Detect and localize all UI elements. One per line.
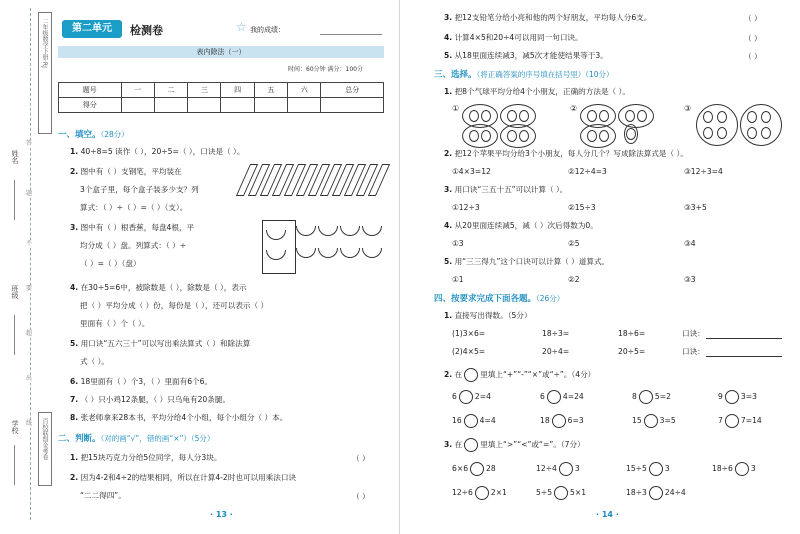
balloon-icon [507, 130, 517, 142]
choice-option[interactable]: ①12÷3 [452, 203, 480, 212]
question-text: 用口诀“五六三十”可以写出乘法算式（ ）和除法算 [80, 339, 251, 348]
question-text: 把12支铅笔分给小亮和他的两个好朋友，平均每人分6支。 [454, 13, 652, 22]
page-number: · 13 · [210, 510, 233, 519]
balloon-option-2[interactable] [570, 104, 577, 113]
balloon-group [462, 124, 498, 148]
question-4-line: 把（ ）平均分成（ ）份，每份是（ ），还可以表示（ ） [80, 301, 269, 310]
section-title-text: 一、填空。 [58, 130, 101, 140]
balloon-icon [626, 128, 636, 140]
section-title [434, 292, 564, 304]
question-1 [70, 146, 244, 157]
question-2-line: 3个盒子里，每个盒子装多少支？列 [80, 185, 199, 194]
balloon-option-1[interactable] [452, 104, 459, 113]
score-cell[interactable] [121, 98, 154, 113]
subtitle-banner: 表内除法（一） [58, 46, 384, 58]
choice-option[interactable]: ①1 [452, 275, 464, 284]
operand: 7 [740, 416, 746, 425]
question-text: 从20里面连续减5，减（ ）次后得数为0。 [454, 221, 598, 230]
cut-line [30, 8, 31, 520]
question-5-line: 式（ ）。 [80, 357, 109, 366]
balloon-icon [599, 110, 609, 122]
pencils-illustration [237, 164, 387, 200]
blank-circle[interactable] [470, 462, 484, 476]
judge-2-line: “二二得四”。 [80, 491, 126, 500]
section-title-text: 三、选择。 [434, 70, 477, 80]
class-label: 班级 [11, 285, 19, 299]
option-label: ② [570, 104, 578, 113]
school-label: 学校 [11, 420, 19, 434]
operand: 2 [474, 392, 480, 401]
mnemonic-label: 口诀： [682, 347, 705, 356]
choice-option[interactable]: ③3+5 [684, 203, 707, 212]
balloon-icon [519, 110, 529, 122]
publisher-text: 百校联盟金考卷 [41, 418, 48, 460]
balloon-icon [587, 110, 597, 122]
operator-item[interactable]: 16 4=4 [452, 414, 496, 428]
table-cell: 一 [121, 83, 154, 98]
question-6 [70, 376, 212, 387]
section-title [58, 432, 214, 444]
balloon-option-3[interactable] [684, 104, 691, 113]
question-number: 1. [70, 147, 79, 156]
question-text: 把12个苹果平均分给3个小朋友，每人分几个？写成除法算式是（ ）。 [454, 149, 688, 158]
operator-item[interactable]: 15 3=5 [632, 414, 676, 428]
operand: 8 [632, 392, 637, 401]
question-number: 6. [70, 377, 79, 386]
result: 5 [670, 416, 676, 425]
operand: 9 [718, 392, 723, 401]
right-expr: 5×1 [570, 488, 587, 497]
mnemonic-write-line[interactable] [706, 356, 782, 357]
question-text: 图中有（ ）根香蕉，每盘4根，平 [80, 223, 195, 232]
answer-paren[interactable]: （ ） [352, 454, 370, 463]
question-text: 直接写出得数。（5分） [454, 311, 532, 320]
section-title-text: 二、判断。 [58, 434, 101, 444]
blank-circle[interactable] [552, 414, 566, 428]
result: 24 [574, 392, 584, 401]
cut-char: 题 [26, 190, 33, 197]
balloon-group [500, 124, 536, 148]
grade-subject-text: 二年级数学下册·RJ [41, 18, 48, 68]
balloon-icon [481, 110, 491, 122]
answer-paren[interactable]: （ ） [744, 52, 762, 61]
left-expr: 12÷6 [452, 488, 473, 497]
balloon-icon [469, 130, 479, 142]
question-text: 把8个气球平均分给4个小朋友，正确的方法是（ ）。 [454, 87, 630, 96]
answer-paren[interactable]: （ ） [352, 492, 370, 501]
banana-icon [340, 226, 360, 236]
question-text: 把15块巧克力分给5位同学，每人分3块。 [80, 453, 222, 462]
right-expr: 3 [574, 464, 580, 473]
operand: 4 [479, 416, 485, 425]
time-info: 时间：60分钟 满分：100分 [288, 66, 363, 73]
score-cell[interactable] [254, 98, 287, 113]
section-note: （对的画“√”，错的画“×”）（5分） [100, 434, 215, 443]
question-number: 4. [70, 283, 79, 292]
class-write-line[interactable] [14, 315, 15, 355]
right-expr: 24÷4 [664, 488, 686, 497]
calc-item[interactable]: 20÷4= [542, 347, 570, 356]
question-text: 用“三三得九”这个口诀可以计算（ ）道算式。 [454, 257, 610, 266]
blank-circle[interactable] [547, 390, 561, 404]
judge-3 [444, 12, 651, 23]
question-number: 2. [70, 167, 79, 176]
operator-item[interactable]: 18 6=3 [540, 414, 584, 428]
calc-item[interactable]: 18÷3= [542, 329, 570, 338]
balloon-icon [637, 110, 647, 122]
choice-option[interactable]: ③4 [684, 239, 696, 248]
right-expr: 2×1 [490, 488, 507, 497]
operand: 7 [718, 416, 723, 425]
question-text: 用口诀“三五十五”可以计算（ ）。 [454, 185, 568, 194]
compare-item[interactable] [452, 486, 507, 500]
question-text: 图中有（ ）支钢笔，平均装在 [80, 167, 182, 176]
operand: 3 [659, 416, 665, 425]
score-table [58, 82, 384, 113]
question-number: 2. [444, 370, 453, 379]
question-number: 5. [70, 339, 79, 348]
left-expr: 18÷6 [712, 464, 733, 473]
right-expr: 28 [486, 464, 496, 473]
balloon-icon [469, 110, 479, 122]
question-text: 在30÷5=6中，被除数是（ ），除数是（ ），表示 [80, 283, 247, 292]
table-cell: 二 [154, 83, 187, 98]
choice-2 [444, 148, 688, 159]
operand: 15 [632, 416, 642, 425]
left-expr: 6×6 [452, 464, 469, 473]
blank-circle[interactable] [725, 414, 739, 428]
choice-option[interactable]: ③3 [684, 275, 696, 284]
result: 3 [578, 416, 584, 425]
banana-icon [318, 248, 338, 258]
choice-option[interactable]: ②5 [568, 239, 580, 248]
bananas-illustration [262, 220, 386, 272]
balloon-icon [761, 127, 771, 139]
table-row [59, 83, 384, 98]
balloon-icon [507, 110, 517, 122]
choice-option[interactable]: ②12÷4=3 [568, 167, 607, 176]
balloon-icon [481, 130, 491, 142]
operand: 4 [562, 392, 568, 401]
section-note: （28分） [100, 130, 129, 139]
question-number: 3. [444, 185, 453, 194]
question-number: 3. [70, 223, 79, 232]
compare-item[interactable] [626, 486, 686, 500]
calc-item[interactable]: (1)3×6= [452, 329, 486, 338]
judge-2 [70, 472, 296, 483]
question-number: 7. [70, 395, 79, 404]
operator-item[interactable]: 8 5=2 [632, 390, 671, 404]
choice-5 [444, 256, 609, 267]
question-text: 40÷8=5 读作（ ），20÷5=（ ），口诀是（ ）。 [80, 147, 245, 156]
choice-option[interactable]: ②15÷3 [568, 203, 596, 212]
calc-item[interactable]: 20÷5= [618, 347, 646, 356]
result: 4 [490, 416, 496, 425]
section-title [434, 68, 614, 80]
question-4 [70, 282, 247, 293]
balloon-icon [587, 130, 597, 142]
question-2 [70, 166, 182, 177]
question-text: 从18里面连续减3，减5次才能使结果等于3。 [454, 51, 608, 60]
task-1 [444, 310, 532, 321]
calc-item[interactable]: 18÷6= [618, 329, 646, 338]
question-text: 因为4-2和4÷2的结果相同，所以在计算4-2时也可以用乘法口诀 [80, 473, 297, 482]
balloon-icon [717, 127, 727, 139]
table-cell: 五 [254, 83, 287, 98]
cut-char: 线 [26, 420, 33, 427]
question-3-line: 均分成（ ）盘。列算式：（ ）÷ [80, 241, 187, 250]
right-expr: 3 [664, 464, 670, 473]
option-label: ① [452, 104, 460, 113]
banana-icon [362, 248, 382, 258]
question-number: 1. [70, 453, 79, 462]
mnemonic-write-line[interactable] [706, 338, 782, 339]
compare-item[interactable] [536, 486, 586, 500]
cut-char: 答 [26, 140, 33, 147]
score-cell[interactable] [221, 98, 254, 113]
choice-option[interactable]: ③12÷3=4 [684, 167, 723, 176]
table-row [59, 98, 384, 113]
blank-circle[interactable] [725, 390, 739, 404]
compare-item[interactable] [712, 462, 756, 476]
operand: 16 [452, 416, 462, 425]
choice-1 [444, 86, 630, 97]
operator-item[interactable]: 6 4=24 [540, 390, 584, 404]
blank-circle [464, 368, 478, 382]
banana-icon [318, 226, 338, 236]
balloon-icon [625, 110, 635, 122]
balloon-group [580, 124, 616, 148]
right-expr: 3 [750, 464, 756, 473]
question-number: 8. [70, 413, 79, 422]
table-cell: 三 [188, 83, 221, 98]
choice-option[interactable]: ①3 [452, 239, 464, 248]
table-cell: 总分 [321, 83, 384, 98]
question-number: 2. [444, 149, 453, 158]
balloon-group [696, 104, 738, 146]
question-5 [70, 338, 250, 349]
table-cell: 六 [288, 83, 321, 98]
question-text: 里填上“>”“<”或“=”。（7分） [480, 440, 585, 449]
question-2-line: 算式：（ ）÷（ ）=（ ）（支）。 [80, 203, 188, 212]
question-text: 计算4×5和20÷4可以用同一句口诀。 [454, 33, 583, 42]
blank-circle[interactable] [459, 390, 473, 404]
left-expr: 12÷4 [536, 464, 557, 473]
banana-icon [296, 248, 316, 258]
operand: 18 [540, 416, 550, 425]
question-text: 在 [454, 440, 463, 449]
banana-icon [362, 226, 382, 236]
judge-4 [444, 32, 583, 43]
cut-char: 不 [26, 240, 33, 247]
operand: 6 [567, 416, 573, 425]
choice-3 [444, 184, 567, 195]
balloon-icon [519, 130, 529, 142]
question-number: 1. [444, 311, 453, 320]
unit-badge: 第二单元 [62, 20, 122, 38]
cut-char: 要 [26, 285, 33, 292]
answer-paren[interactable]: （ ） [744, 14, 762, 23]
balloon-icon [761, 111, 771, 123]
operator-item[interactable]: 7 7=14 [718, 414, 762, 428]
mnemonic-label: 口诀： [682, 329, 705, 338]
section-note: （将正确答案的序号填在括号里）（10分） [476, 70, 614, 79]
result: 3 [752, 392, 757, 401]
question-number: 5. [444, 257, 453, 266]
page-number: · 14 · [596, 510, 619, 519]
blank-circle[interactable] [559, 462, 573, 476]
blank-circle[interactable] [649, 462, 663, 476]
balloon-icon [747, 127, 757, 139]
answer-paren[interactable]: （ ） [744, 34, 762, 43]
question-3 [70, 222, 194, 233]
table-cell: 四 [221, 83, 254, 98]
compare-item[interactable] [536, 462, 580, 476]
operand: 6 [540, 392, 545, 401]
table-cell: 得分 [59, 98, 122, 113]
section-note: （26分） [536, 294, 565, 303]
operator-item[interactable]: 9 3=3 [718, 390, 757, 404]
star-icon: ☆ [236, 20, 247, 34]
school-write-line[interactable] [14, 445, 15, 485]
question-text: （ ）只小鸡12条腿，（ ）只乌龟有20条腿。 [80, 395, 231, 404]
question-number: 5. [444, 51, 453, 60]
plate-box [262, 220, 296, 274]
balloon-icon [717, 111, 727, 123]
blank-circle[interactable] [475, 486, 489, 500]
choice-option[interactable]: ②2 [568, 275, 580, 284]
result: 14 [752, 416, 762, 425]
right-page [400, 0, 800, 534]
question-number: 2. [70, 473, 79, 482]
question-text: 张老师拿来28本书，平均分给4个小组，每个小组分（ ）本。 [80, 413, 288, 422]
balloon-group [740, 104, 782, 146]
choice-option[interactable]: ①4×3=12 [452, 167, 491, 176]
question-4-line: 里面有（ ）个（ ）。 [80, 319, 150, 328]
score-cell[interactable] [288, 98, 321, 113]
judge-1 [70, 452, 221, 463]
question-number: 1. [444, 87, 453, 96]
question-number: 4. [444, 221, 453, 230]
my-score-line[interactable] [320, 34, 382, 35]
calc-item[interactable]: (2)4×5= [452, 347, 486, 356]
balloon-group [624, 124, 638, 144]
task-3 [444, 438, 585, 452]
operand: 3 [740, 392, 746, 401]
question-text: 里填上“+”“-”“×”或“÷”。（4分） [480, 370, 596, 379]
blank-circle[interactable] [554, 486, 568, 500]
blank-circle[interactable] [639, 390, 653, 404]
blank-circle[interactable] [644, 414, 658, 428]
blank-circle[interactable] [649, 486, 663, 500]
score-cell[interactable] [188, 98, 221, 113]
question-number: 3. [444, 13, 453, 22]
operand: 6 [452, 392, 457, 401]
binding-strip [0, 0, 56, 534]
blank-circle[interactable] [464, 414, 478, 428]
option-label: ③ [684, 104, 692, 113]
score-cell[interactable] [154, 98, 187, 113]
cut-char: 出 [26, 375, 33, 382]
my-score [236, 20, 285, 35]
name-write-line[interactable] [14, 180, 15, 220]
banana-icon [296, 226, 316, 236]
balloon-icon [747, 111, 757, 123]
operand: 5 [654, 392, 660, 401]
left-expr: 15÷5 [626, 464, 647, 473]
banana-icon [340, 248, 360, 258]
left-expr: 18÷3 [626, 488, 647, 497]
cut-char: 超 [26, 330, 33, 337]
balloon-group [618, 104, 654, 128]
page-title: 检测卷 [130, 24, 163, 37]
judge-5 [444, 50, 608, 61]
balloon-icon [599, 130, 609, 142]
name-label: 姓名 [11, 150, 19, 164]
compare-item[interactable] [452, 462, 496, 476]
question-3-line: （ ）=（ ）（盘） [80, 259, 141, 268]
table-cell: 题号 [59, 83, 122, 98]
section-title-text: 四、按要求完成下面各题。 [434, 294, 537, 304]
question-7 [70, 394, 230, 405]
question-text: 在 [454, 370, 463, 379]
question-number: 4. [444, 33, 453, 42]
task-2 [444, 368, 595, 382]
left-expr: 5÷5 [536, 488, 553, 497]
balloon-icon [703, 111, 713, 123]
balloon-icon [703, 127, 713, 139]
question-number: 3. [444, 440, 453, 449]
question-text: 18里面有（ ）个3，（ ）里面有6个6。 [80, 377, 213, 386]
blank-circle[interactable] [735, 462, 749, 476]
score-cell[interactable] [321, 98, 384, 113]
blank-circle [464, 438, 478, 452]
choice-4 [444, 220, 598, 231]
result: 4 [486, 392, 491, 401]
compare-item[interactable] [626, 462, 670, 476]
operator-item[interactable]: 6 2=4 [452, 390, 491, 404]
question-8 [70, 412, 287, 423]
my-score-label: 我的成绩： [250, 26, 285, 34]
section-title [58, 128, 129, 140]
result: 2 [666, 392, 671, 401]
